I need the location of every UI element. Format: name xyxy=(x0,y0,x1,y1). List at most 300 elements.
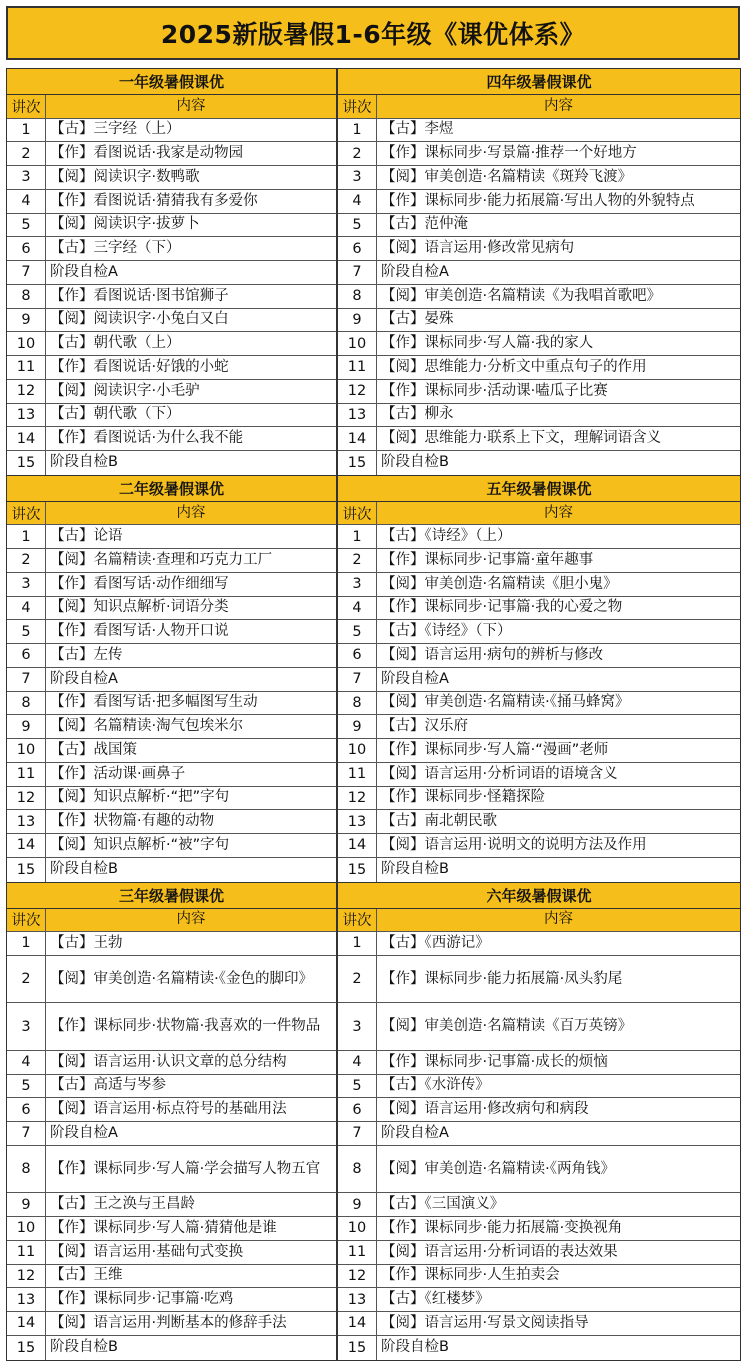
grade-section xyxy=(337,476,741,883)
lesson-content: 【阅】语言运用·分析词语的语境含义 xyxy=(381,765,618,782)
lesson-content: 阶段自检B xyxy=(381,454,449,471)
lesson-number: 14 xyxy=(338,1312,377,1335)
lesson-number: 3 xyxy=(7,166,46,189)
table-row xyxy=(7,620,336,644)
lesson-content: 【阅】阅读识字·拔萝卜 xyxy=(50,216,200,233)
lesson-number: 14 xyxy=(338,834,377,857)
lesson-content: 阶段自检B xyxy=(50,1339,118,1356)
lesson-content: 【阅】语言运用·基础句式变换 xyxy=(50,1243,244,1260)
table-row xyxy=(7,1003,336,1051)
lesson-content: 【阅】语言运用·标点符号的基础用法 xyxy=(50,1101,287,1118)
table-row xyxy=(7,715,336,739)
lesson-number: 2 xyxy=(7,142,46,165)
table-row xyxy=(338,261,740,285)
lesson-content: 【阅】语言运用·写景文阅读指导 xyxy=(381,1314,589,1331)
table-row xyxy=(7,573,336,597)
table-row xyxy=(338,356,740,380)
lesson-content: 【作】课标同步·能力拓展篇·变换视角 xyxy=(381,1219,623,1236)
table-row xyxy=(338,1336,740,1360)
table-row xyxy=(7,858,336,882)
table-row xyxy=(338,380,740,404)
right-column xyxy=(337,68,741,1361)
table-row xyxy=(7,810,336,834)
lesson-content: 【作】看图写话·动作细细写 xyxy=(50,575,229,592)
grade-header: 三年级暑假课优 xyxy=(7,883,336,909)
lesson-number: 2 xyxy=(338,142,377,165)
table-row xyxy=(7,214,336,238)
table-row xyxy=(338,573,740,597)
lesson-content: 【作】课标同步·写人篇·学会描写人物五官 xyxy=(50,1160,321,1177)
lesson-number: 3 xyxy=(338,1003,377,1050)
lesson-content: 【作】状物篇·有趣的动物 xyxy=(50,813,215,830)
lesson-content: 【古】朝代歌（上） xyxy=(50,335,181,352)
table-row xyxy=(338,214,740,238)
lesson-content: 【古】《三国演义》 xyxy=(381,1196,505,1213)
lesson-content: 【阅】阅读识字·小毛驴 xyxy=(50,382,200,399)
lesson-content: 【古】左传 xyxy=(50,646,123,663)
lesson-content: 【作】课标同步·写人篇·“漫画”老师 xyxy=(381,741,609,758)
grade-header: 六年级暑假课优 xyxy=(338,883,740,909)
lesson-content: 【作】看图写话·人物开口说 xyxy=(50,623,229,640)
lesson-number: 1 xyxy=(338,119,377,142)
column-header-number: 讲次 xyxy=(7,502,46,525)
lesson-content: 【作】课标同步·写人篇·猜猜他是谁 xyxy=(50,1219,277,1236)
lesson-number: 15 xyxy=(7,451,46,475)
table-row xyxy=(338,1051,740,1075)
lesson-number: 2 xyxy=(7,549,46,572)
table-row xyxy=(7,932,336,956)
lesson-number: 9 xyxy=(7,715,46,738)
lesson-content: 【阅】语言运用·病句的辨析与修改 xyxy=(381,646,604,663)
column-header-number: 讲次 xyxy=(338,502,377,525)
lesson-number: 10 xyxy=(7,332,46,355)
table-row xyxy=(338,1098,740,1122)
table-row xyxy=(7,1075,336,1099)
lesson-content: 【作】看图说话·我家是动物园 xyxy=(50,145,244,162)
lesson-content: 【阅】语言运用·修改常见病句 xyxy=(381,240,575,257)
table-row xyxy=(7,525,336,549)
lesson-number: 5 xyxy=(7,620,46,643)
lesson-content: 【古】《西游记》 xyxy=(381,934,490,951)
lesson-content: 【阅】思维能力·联系上下文，理解词语含义 xyxy=(381,430,662,447)
column-header-number: 讲次 xyxy=(338,95,377,118)
table-header-row xyxy=(338,502,740,526)
column-header-content: 内容 xyxy=(544,911,573,928)
lesson-number: 13 xyxy=(7,1288,46,1311)
table-row xyxy=(7,404,336,428)
table-row xyxy=(7,1241,336,1265)
lesson-number: 14 xyxy=(7,427,46,450)
table-row xyxy=(338,1265,740,1289)
lesson-content: 阶段自检A xyxy=(381,670,449,687)
lesson-number: 9 xyxy=(7,1193,46,1216)
lesson-number: 1 xyxy=(338,525,377,548)
lesson-number: 2 xyxy=(7,956,46,1003)
lesson-content: 【古】王维 xyxy=(50,1267,123,1284)
table-row xyxy=(338,932,740,956)
grade-section xyxy=(337,883,741,1361)
column-header-content: 内容 xyxy=(176,911,206,928)
table-row xyxy=(338,525,740,549)
lesson-content: 【作】课标同步·能力拓展篇·写出人物的外貌特点 xyxy=(381,192,695,209)
lesson-number: 6 xyxy=(338,237,377,260)
table-row xyxy=(7,1312,336,1336)
table-row xyxy=(7,142,336,166)
lesson-content: 【作】看图说话·为什么我不能 xyxy=(50,430,244,447)
left-column xyxy=(6,68,337,1361)
table-row xyxy=(338,427,740,451)
lesson-number: 2 xyxy=(338,956,377,1003)
lesson-number: 10 xyxy=(338,739,377,762)
lesson-content: 阶段自检B xyxy=(381,1339,449,1356)
lesson-content: 阶段自检A xyxy=(381,1124,449,1141)
lesson-content: 【古】柳永 xyxy=(381,406,454,423)
table-row xyxy=(7,1146,336,1194)
lesson-content: 阶段自检A xyxy=(50,1124,118,1141)
table-row xyxy=(7,787,336,811)
table-row xyxy=(338,1312,740,1336)
table-row xyxy=(338,1003,740,1051)
lesson-content: 【阅】知识点解析·词语分类 xyxy=(50,599,229,616)
table-row xyxy=(338,858,740,882)
table-row xyxy=(338,166,740,190)
table-row xyxy=(7,285,336,309)
column-header-number: 讲次 xyxy=(338,909,377,932)
table-row xyxy=(338,1241,740,1265)
table-row xyxy=(7,1098,336,1122)
lesson-content: 【作】课标同步·活动课·嗑瓜子比赛 xyxy=(381,382,608,399)
lesson-number: 12 xyxy=(338,787,377,810)
grade-section xyxy=(6,476,337,883)
column-header-content: 内容 xyxy=(176,97,206,114)
table-row xyxy=(338,549,740,573)
lesson-content: 【古】范仲淹 xyxy=(381,216,468,233)
table-row xyxy=(338,620,740,644)
lesson-content: 【阅】语言运用·说明文的说明方法及作用 xyxy=(381,836,647,853)
lesson-content: 【古】《水浒传》 xyxy=(381,1077,490,1094)
column-header-number: 讲次 xyxy=(7,95,46,118)
lesson-content: 【古】《诗经》（下） xyxy=(381,623,512,640)
lesson-number: 15 xyxy=(338,1336,377,1360)
lesson-number: 14 xyxy=(7,1312,46,1335)
lesson-content: 【作】课标同步·能力拓展篇·凤头豹尾 xyxy=(381,970,623,987)
table-row xyxy=(338,597,740,621)
lesson-number: 7 xyxy=(7,1122,46,1145)
lesson-number: 9 xyxy=(338,715,377,738)
table-row xyxy=(338,237,740,261)
column-header-content: 内容 xyxy=(544,504,573,521)
lesson-number: 5 xyxy=(338,1075,377,1098)
lesson-number: 10 xyxy=(7,739,46,762)
lesson-number: 12 xyxy=(7,380,46,403)
lesson-number: 13 xyxy=(338,1288,377,1311)
lesson-number: 4 xyxy=(7,597,46,620)
lesson-content: 【作】课标同步·写景篇·推荐一个好地方 xyxy=(381,145,637,162)
table-row xyxy=(338,715,740,739)
table-row xyxy=(338,1122,740,1146)
lesson-number: 15 xyxy=(7,1336,46,1360)
lesson-content: 【作】课标同步·人生拍卖会 xyxy=(381,1267,560,1284)
table-row xyxy=(338,1217,740,1241)
lesson-content: 【古】高适与岑参 xyxy=(50,1077,166,1094)
lesson-number: 13 xyxy=(7,404,46,427)
table-row xyxy=(338,692,740,716)
lesson-content: 【阅】名篇精读·查理和巧克力工厂 xyxy=(50,551,273,568)
lesson-number: 5 xyxy=(7,1075,46,1098)
lesson-content: 【阅】阅读识字·数鸭歌 xyxy=(50,168,200,185)
lesson-content: 【古】论语 xyxy=(50,528,123,545)
table-row xyxy=(338,1075,740,1099)
table-row xyxy=(338,834,740,858)
table-row xyxy=(338,309,740,333)
grade-section xyxy=(6,883,337,1361)
table-header-row xyxy=(338,909,740,933)
lesson-number: 14 xyxy=(338,427,377,450)
lesson-number: 7 xyxy=(338,1122,377,1145)
table-row xyxy=(338,956,740,1004)
lesson-content: 【作】课标同步·记事篇·童年趣事 xyxy=(381,551,594,568)
table-row xyxy=(338,810,740,834)
table-row xyxy=(338,451,740,475)
lesson-content: 【古】《诗经》（上） xyxy=(381,528,512,545)
lesson-number: 3 xyxy=(7,573,46,596)
table-row xyxy=(7,309,336,333)
lesson-number: 4 xyxy=(7,1051,46,1074)
lesson-number: 9 xyxy=(338,1193,377,1216)
lesson-number: 7 xyxy=(7,261,46,284)
table-header-row xyxy=(7,95,336,119)
grade-header: 一年级暑假课优 xyxy=(7,69,336,95)
lesson-content: 【阅】审美创造·名篇精读《斑羚飞渡》 xyxy=(381,168,633,185)
lesson-content: 【阅】语言运用·修改病句和病段 xyxy=(381,1101,589,1118)
lesson-number: 4 xyxy=(338,190,377,213)
lesson-content: 【古】朝代歌（下） xyxy=(50,406,181,423)
table-header-row xyxy=(7,502,336,526)
lesson-content: 【作】课标同步·写人篇·我的家人 xyxy=(381,335,594,352)
grade-header: 二年级暑假课优 xyxy=(7,476,336,502)
lesson-number: 11 xyxy=(7,356,46,379)
table-row xyxy=(7,190,336,214)
lesson-number: 12 xyxy=(338,1265,377,1288)
table-row xyxy=(7,1217,336,1241)
lesson-content: 【阅】语言运用·认识文章的总分结构 xyxy=(50,1053,287,1070)
column-header-content: 内容 xyxy=(544,97,573,114)
lesson-content: 【作】看图说话·好饿的小蛇 xyxy=(50,358,229,375)
table-row xyxy=(338,332,740,356)
lesson-content: 【阅】知识点解析·“被”字句 xyxy=(50,836,230,853)
lesson-number: 13 xyxy=(338,810,377,833)
column-header-number: 讲次 xyxy=(7,909,46,932)
table-row xyxy=(338,787,740,811)
table-row xyxy=(7,1122,336,1146)
lesson-content: 阶段自检A xyxy=(50,263,118,280)
lesson-number: 8 xyxy=(338,285,377,308)
lesson-number: 1 xyxy=(7,932,46,955)
lesson-number: 6 xyxy=(338,1098,377,1121)
lesson-content: 阶段自检A xyxy=(50,670,118,687)
lesson-number: 4 xyxy=(7,190,46,213)
table-row xyxy=(7,356,336,380)
table-row xyxy=(338,119,740,143)
table-row xyxy=(7,427,336,451)
lesson-content: 【古】南北朝民歌 xyxy=(381,813,497,830)
lesson-content: 【古】《红楼梦》 xyxy=(381,1291,490,1308)
table-row xyxy=(7,956,336,1004)
lesson-number: 6 xyxy=(7,237,46,260)
grade-section xyxy=(6,68,337,476)
page-title: 2025新版暑假1-6年级《课优体系》 xyxy=(6,6,740,60)
lesson-content: 【古】三字经（下） xyxy=(50,240,181,257)
lesson-content: 【作】看图说话·猜猜我有多爱你 xyxy=(50,192,258,209)
lesson-content: 【古】三字经（上） xyxy=(50,121,181,138)
lesson-number: 6 xyxy=(7,1098,46,1121)
lesson-content: 【阅】审美创造·名篇精读·《捅马蜂窝》 xyxy=(381,694,630,711)
table-row xyxy=(338,763,740,787)
lesson-number: 7 xyxy=(338,261,377,284)
lesson-number: 4 xyxy=(338,597,377,620)
lesson-content: 【阅】审美创造·名篇精读·《两角钱》 xyxy=(381,1160,615,1177)
table-row xyxy=(7,237,336,261)
lesson-number: 10 xyxy=(7,1217,46,1240)
lesson-number: 10 xyxy=(338,1217,377,1240)
table-row xyxy=(7,1265,336,1289)
lesson-number: 8 xyxy=(338,1146,377,1193)
lesson-content: 【作】课标同步·状物篇·我喜欢的一件物品 xyxy=(50,1018,321,1034)
lesson-number: 8 xyxy=(7,692,46,715)
lesson-number: 8 xyxy=(7,1146,46,1193)
lesson-number: 7 xyxy=(338,668,377,691)
lesson-content: 【作】活动课·画鼻子 xyxy=(50,765,186,782)
table-row xyxy=(7,1336,336,1360)
lesson-number: 14 xyxy=(7,834,46,857)
lesson-content: 【古】战国策 xyxy=(50,741,137,758)
lesson-number: 12 xyxy=(7,787,46,810)
lesson-content: 【阅】思维能力·分析文中重点句子的作用 xyxy=(381,358,647,375)
lesson-number: 3 xyxy=(338,166,377,189)
lesson-number: 15 xyxy=(338,451,377,475)
lesson-number: 2 xyxy=(338,549,377,572)
table-row xyxy=(338,142,740,166)
lesson-number: 5 xyxy=(7,214,46,237)
lesson-content: 【阅】语言运用·判断基本的修辞手法 xyxy=(50,1314,287,1331)
lesson-number: 3 xyxy=(7,1003,46,1050)
lesson-number: 6 xyxy=(338,644,377,667)
table-row xyxy=(338,404,740,428)
table-row xyxy=(338,644,740,668)
table-row xyxy=(7,1288,336,1312)
lesson-content: 【阅】审美创造·名篇精读《胆小鬼》 xyxy=(381,575,618,592)
table-row xyxy=(7,166,336,190)
lesson-number: 9 xyxy=(7,309,46,332)
lesson-number: 1 xyxy=(7,119,46,142)
table-row xyxy=(338,285,740,309)
lesson-content: 阶段自检B xyxy=(50,861,118,878)
table-row xyxy=(7,668,336,692)
lesson-content: 【作】看图写话·把多幅图写生动 xyxy=(50,694,258,711)
column-header-content: 内容 xyxy=(176,504,206,521)
lesson-content: 【阅】阅读识字·小兔白又白 xyxy=(50,311,229,328)
lesson-number: 13 xyxy=(338,404,377,427)
lesson-number: 7 xyxy=(7,668,46,691)
grade-section xyxy=(337,68,741,476)
lesson-content: 【阅】名篇精读·淘气包埃米尔 xyxy=(50,718,244,735)
lesson-number: 6 xyxy=(7,644,46,667)
lesson-content: 【阅】审美创造·名篇精读·《金色的脚印》 xyxy=(50,970,313,987)
table-row xyxy=(7,692,336,716)
lesson-number: 11 xyxy=(7,1241,46,1264)
table-row xyxy=(7,597,336,621)
table-row xyxy=(7,1193,336,1217)
lesson-number: 8 xyxy=(7,285,46,308)
lesson-number: 10 xyxy=(338,332,377,355)
lesson-content: 【作】课标同步·记事篇·成长的烦恼 xyxy=(381,1053,608,1070)
lesson-number: 1 xyxy=(338,932,377,955)
table-row xyxy=(338,1146,740,1194)
lesson-number: 11 xyxy=(338,763,377,786)
table-row xyxy=(338,190,740,214)
table-row xyxy=(7,451,336,475)
lesson-number: 9 xyxy=(338,309,377,332)
lesson-content: 【古】汉乐府 xyxy=(381,718,468,735)
lesson-content: 【作】课标同步·怪籍探险 xyxy=(381,789,546,806)
lesson-content: 【古】王之涣与王昌龄 xyxy=(50,1196,195,1213)
lesson-number: 11 xyxy=(338,1241,377,1264)
table-row xyxy=(7,332,336,356)
table-row xyxy=(7,739,336,763)
lesson-content: 【阅】审美创造·名篇精读《为我唱首歌吧》 xyxy=(381,287,662,304)
lesson-content: 【阅】知识点解析·“把”字句 xyxy=(50,789,230,806)
lesson-content: 阶段自检B xyxy=(381,861,449,878)
table-row xyxy=(338,739,740,763)
lesson-content: 【阅】审美创造·名篇精读《百万英镑》 xyxy=(381,1018,633,1034)
lesson-number: 12 xyxy=(338,380,377,403)
lesson-number: 5 xyxy=(338,214,377,237)
lesson-number: 5 xyxy=(338,620,377,643)
lesson-number: 13 xyxy=(7,810,46,833)
table-row xyxy=(338,1193,740,1217)
table-row xyxy=(7,834,336,858)
lesson-number: 1 xyxy=(7,525,46,548)
lesson-content: 【作】课标同步·记事篇·我的心爱之物 xyxy=(381,599,623,616)
table-row xyxy=(338,1288,740,1312)
table-row xyxy=(7,119,336,143)
lesson-content: 【古】晏殊 xyxy=(381,311,454,328)
lesson-number: 11 xyxy=(338,356,377,379)
lesson-content: 阶段自检A xyxy=(381,263,449,280)
lesson-number: 3 xyxy=(338,573,377,596)
lesson-content: 【古】李煜 xyxy=(381,121,454,138)
lesson-number: 15 xyxy=(338,858,377,882)
table-row xyxy=(7,380,336,404)
lesson-content: 【作】看图说话·图书馆狮子 xyxy=(50,287,229,304)
lesson-content: 【作】课标同步·记事篇·吃鸡 xyxy=(50,1291,234,1308)
lesson-number: 4 xyxy=(338,1051,377,1074)
table-header-row xyxy=(7,909,336,933)
grade-header: 四年级暑假课优 xyxy=(338,69,740,95)
lesson-number: 15 xyxy=(7,858,46,882)
lesson-content: 【古】王勃 xyxy=(50,934,123,951)
table-row xyxy=(338,668,740,692)
table-row xyxy=(7,549,336,573)
table-row xyxy=(7,644,336,668)
lesson-content: 阶段自检B xyxy=(50,454,118,471)
table-row xyxy=(7,763,336,787)
lesson-content: 【阅】语言运用·分析词语的表达效果 xyxy=(381,1243,618,1260)
table-header-row xyxy=(338,95,740,119)
table-row xyxy=(7,261,336,285)
grade-header: 五年级暑假课优 xyxy=(338,476,740,502)
lesson-number: 8 xyxy=(338,692,377,715)
